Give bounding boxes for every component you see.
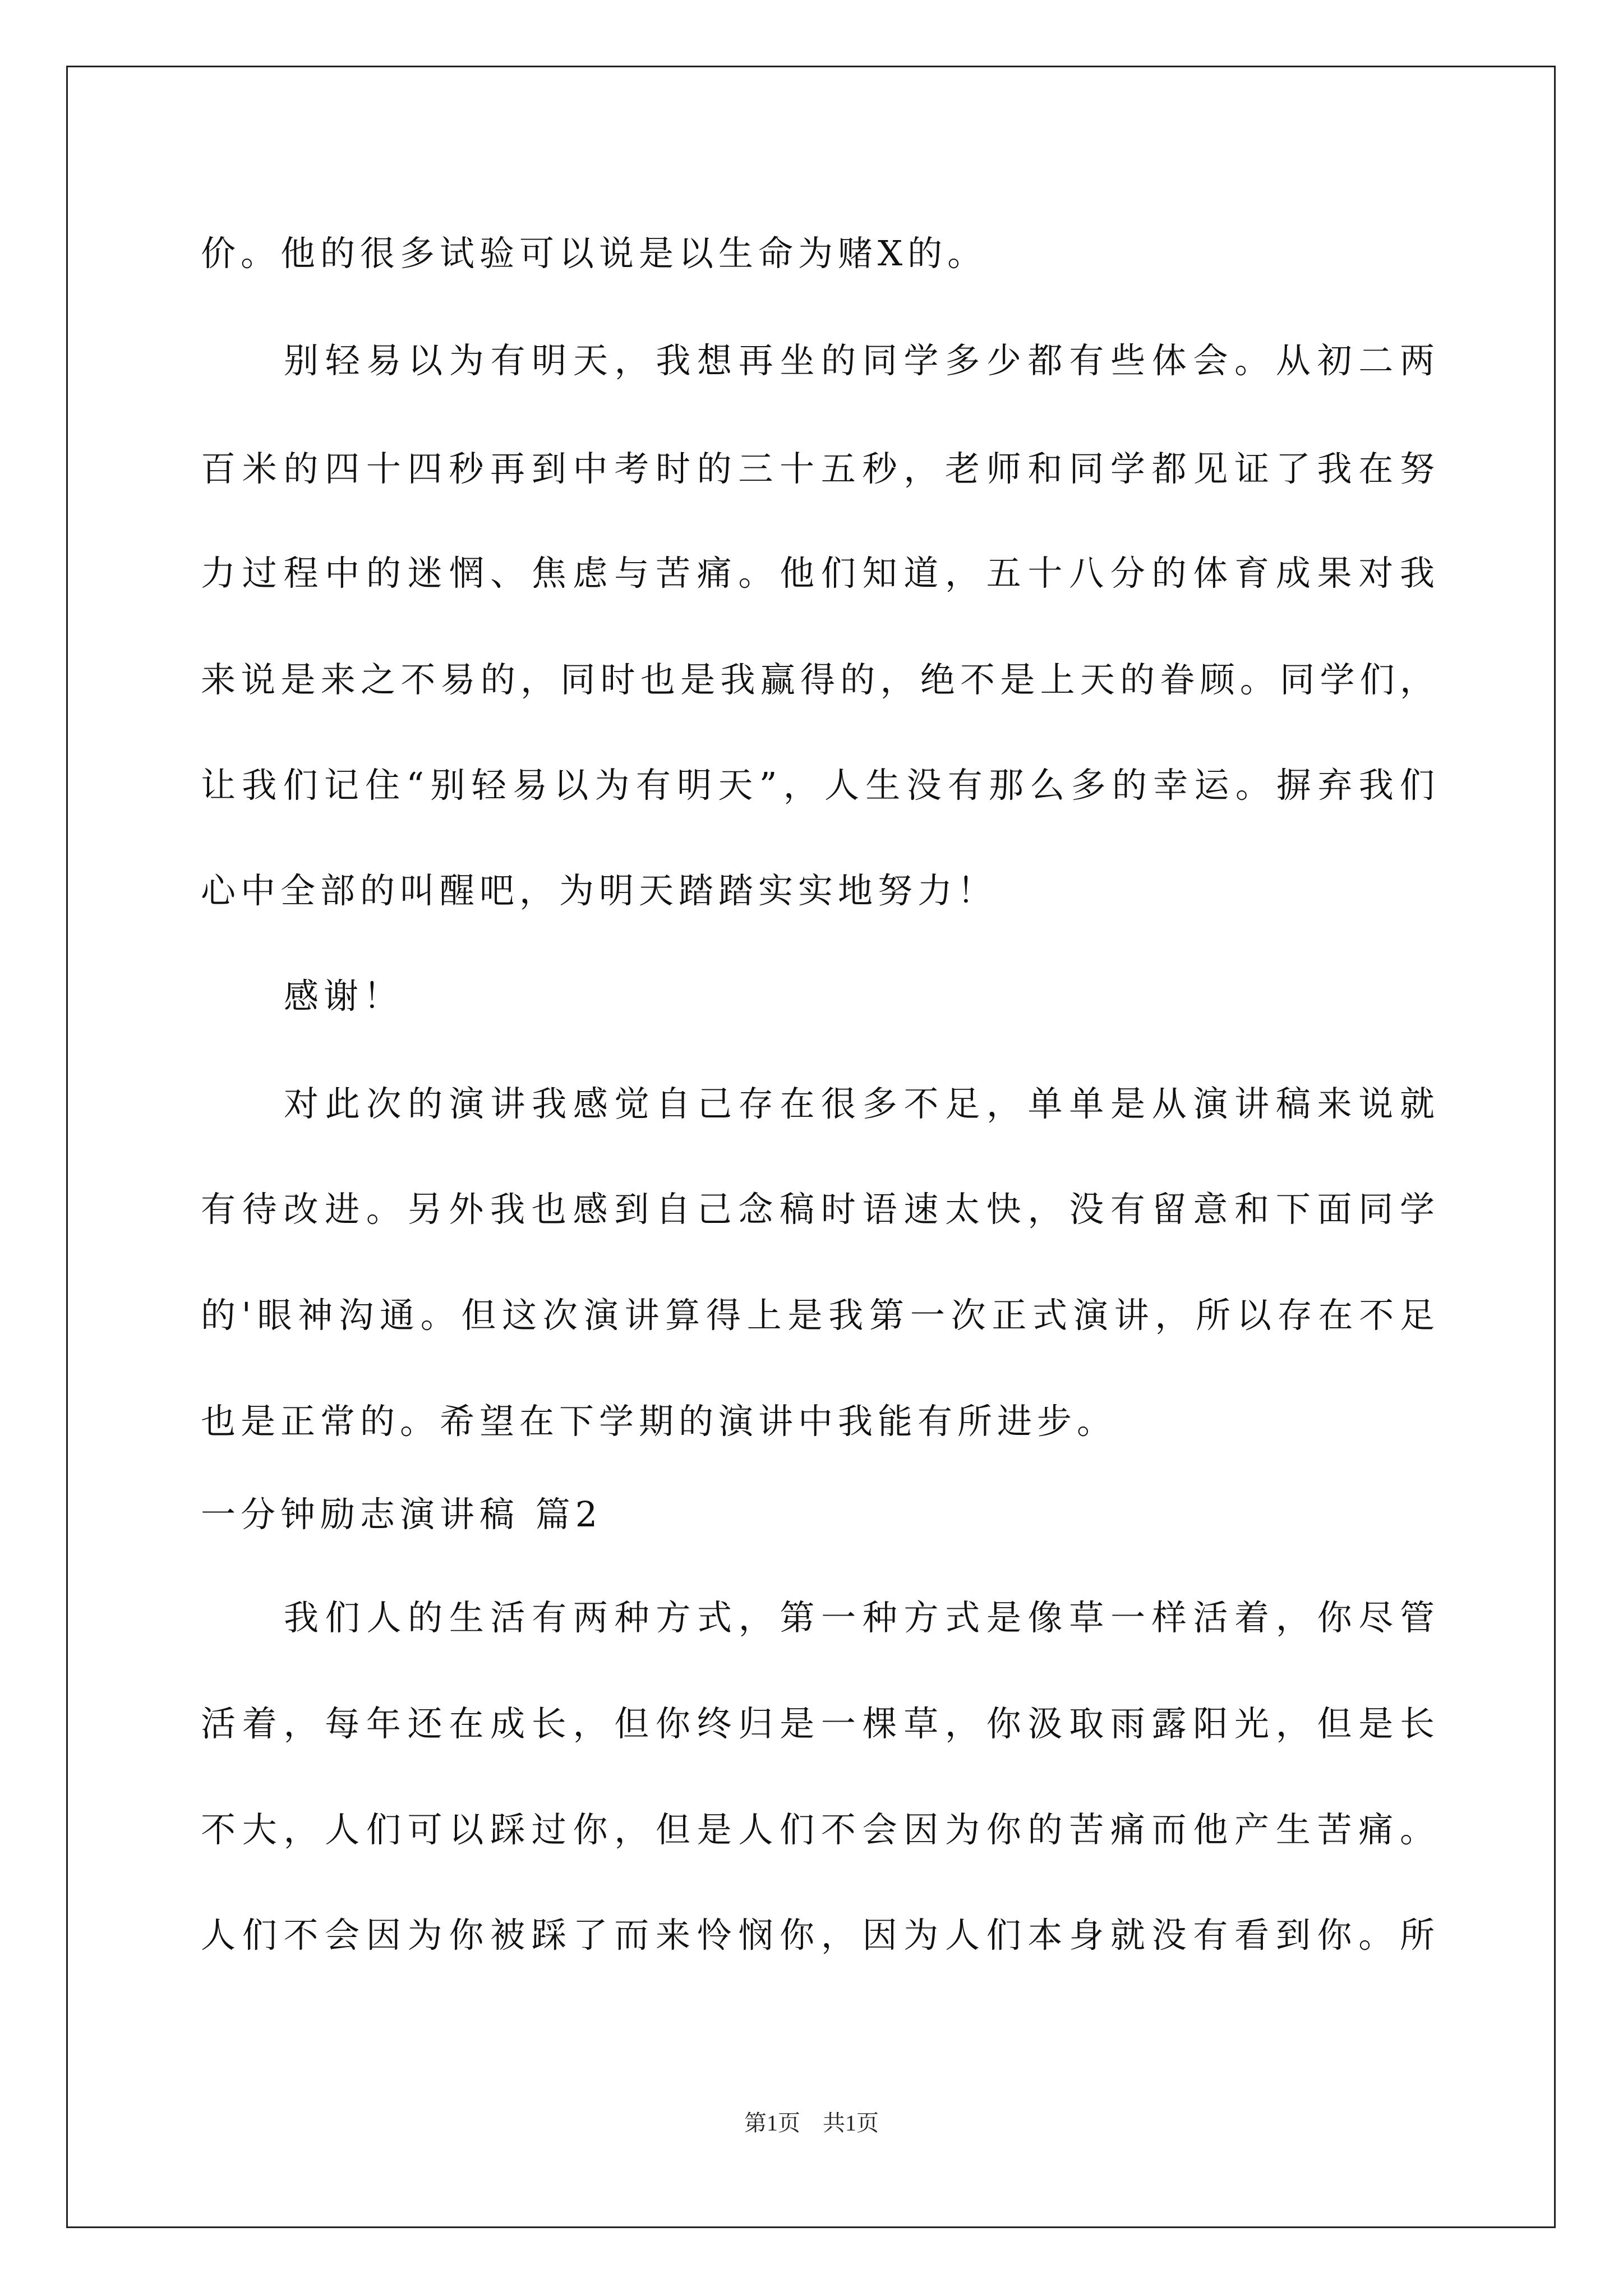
section-heading: 一分钟励志演讲稿 篇2: [201, 1494, 603, 1535]
text-line: 的'眼神沟通。但这次演讲算得上是我第一次正式演讲，所以存在不足: [201, 1295, 1435, 1336]
text-line: 不大，人们可以踩过你，但是人们不会因为你的苦痛而他产生苦痛。: [201, 1809, 1435, 1850]
text-line: 活着，每年还在成长，但你终归是一棵草，你汲取雨露阳光，但是长: [201, 1703, 1435, 1744]
text-line: 感谢！: [284, 976, 404, 1016]
text-line: 别轻易以为有明天，我想再坐的同学多少都有些体会。从初二两: [284, 340, 1435, 381]
text-line: 对此次的演讲我感觉自己存在很多不足，单单是从演讲稿来说就: [284, 1083, 1435, 1124]
text-line: 心中全部的叫醒吧，为明天踏踏实实地努力！: [201, 870, 998, 911]
text-line: 力过程中的迷惘、焦虑与苦痛。他们知道，五十八分的体育成果对我: [201, 553, 1435, 593]
text-line: 让我们记住“别轻易以为有明天”，人生没有那么多的幸运。摒弃我们: [201, 765, 1435, 806]
page-footer: 第1页 共1页: [744, 2110, 879, 2136]
text-line: 来说是来之不易的，同时也是我赢得的，绝不是上天的眷顾。同学们，: [201, 659, 1435, 700]
page-border: [66, 66, 1556, 2228]
text-line: 百米的四十四秒再到中考时的三十五秒，老师和同学都见证了我在努: [201, 448, 1435, 489]
text-line: 有待改进。另外我也感到自己念稿时语速太快，没有留意和下面同学: [201, 1189, 1435, 1230]
text-line: 也是正常的。希望在下学期的演讲中我能有所进步。: [201, 1401, 1117, 1442]
text-line: 我们人的生活有两种方式，第一种方式是像草一样活着，你尽管: [284, 1597, 1435, 1638]
text-line: 人们不会因为你被踩了而来怜悯你，因为人们本身就没有看到你。所: [201, 1915, 1435, 1955]
text-line: 价。他的很多试验可以说是以生命为赌X的。: [201, 233, 988, 274]
